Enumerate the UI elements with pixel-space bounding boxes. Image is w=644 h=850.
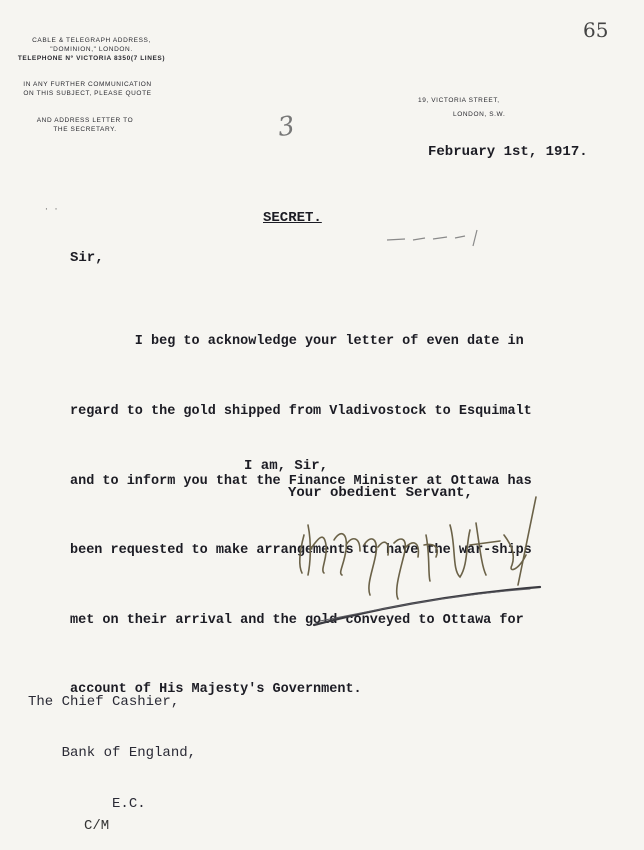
- addressee-line-2: Bank of England,: [28, 745, 197, 761]
- body-line: been requested to make arrangements to have the war-ships: [70, 543, 532, 559]
- body-line: met on their arrival and the gold conveyed to Ottawa for: [70, 612, 524, 628]
- letterhead-street-address: [418, 94, 558, 122]
- street-line: 19, VICTORIA STREET,: [418, 97, 500, 104]
- classification-heading: SECRET.: [263, 210, 322, 226]
- reference-line-1: IN ANY FURTHER COMMUNICATION: [23, 81, 152, 88]
- body-line: regard to the gold shipped from Vladivostock to Esquimalt: [70, 404, 532, 420]
- page-number: 65: [583, 18, 609, 42]
- salutation: Sir,: [70, 250, 104, 266]
- addressee-line-3: E.C.: [28, 796, 146, 812]
- letterhead-address-to: [30, 116, 140, 134]
- address-to-line-1: AND ADDRESS LETTER TO: [36, 117, 134, 124]
- letterhead-reference: [20, 80, 155, 98]
- body-line: I beg to acknowledge your letter of even date in: [70, 334, 524, 350]
- handwritten-signature: [290, 495, 550, 635]
- address-to-line-2: THE SECRETARY.: [53, 126, 117, 133]
- addressee-line-1: The Chief Cashier,: [28, 694, 180, 710]
- city-line: LONDON, S.W.: [453, 111, 506, 118]
- pencil-annotation: 3: [275, 110, 297, 144]
- addressee-block: [28, 660, 196, 847]
- typist-initials: C/M: [84, 818, 110, 834]
- closing-line-1: I am, Sir,: [244, 458, 329, 474]
- cable-line-2: "DOMINION," LONDON.: [50, 46, 133, 53]
- pencil-scribble-mark: [385, 228, 485, 248]
- body-line: and to inform you that the Finance Minister at Ottawa has: [70, 473, 532, 489]
- cable-line-1: CABLE & TELEGRAPH ADDRESS,: [32, 37, 151, 44]
- body-line: account of His Majesty's Government.: [70, 682, 362, 698]
- letterhead-contact: [14, 36, 169, 63]
- letter-date: February 1st, 1917.: [428, 144, 588, 160]
- closing-line-2: Your obedient Servant,: [288, 485, 473, 501]
- paper-specks: · ·: [44, 205, 59, 214]
- reference-line-2: ON THIS SUBJECT, PLEASE QUOTE: [23, 90, 152, 97]
- telephone-line: TELEPHONE Nº VICTORIA 8350(7 LINES): [17, 55, 166, 62]
